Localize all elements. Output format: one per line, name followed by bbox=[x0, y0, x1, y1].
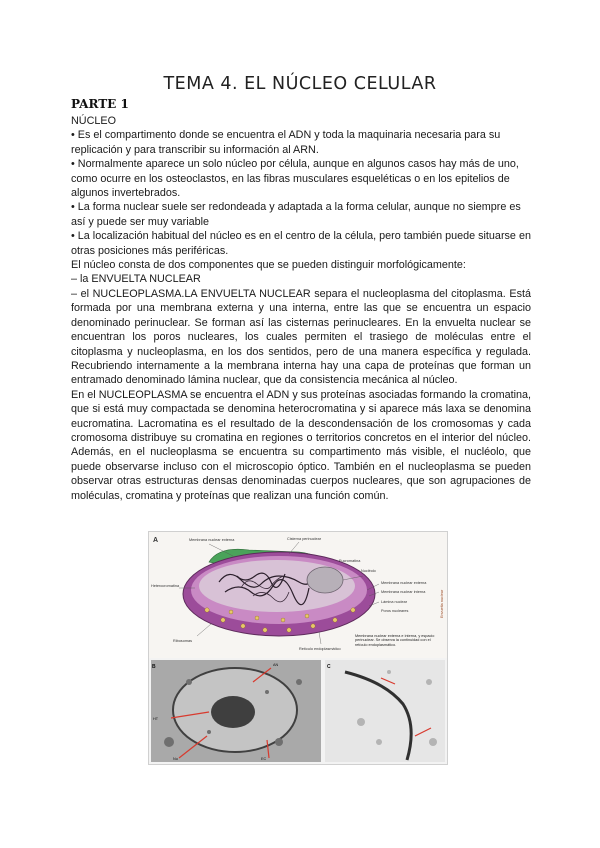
panel-a-letter: A bbox=[153, 537, 159, 544]
label-euchromatin: Eucromatina bbox=[339, 559, 361, 563]
label-pores: Poros nucleares bbox=[381, 609, 409, 613]
list-item-envuelta: – la ENVUELTA NUCLEAR bbox=[71, 273, 201, 286]
paragraph-envuelta: – el NUCLEOPLASMA.LA ENVUELTA NUCLEAR separa el nucleoplasma del citoplasma. Está formada por una membrana externa y una interna, entre las que se encuentra un espacio denominado perinuclear. Se forman así las cisternas perinucleares. En la envuelta nuclear se encuentran los poros nucleares, los cuales permiten el trasiego de moléculas entre el citoplasma y nucleoplasma, en los dos sentidos, pero de una manera específica y regulada. Recubriendo internamente a la membrana interna hay una capa de proteínas que forman un entramado denominado lámina nuclear, que da consistencia mecánica al núcleo. bbox=[71, 287, 531, 387]
document-body bbox=[71, 114, 531, 503]
nucleus-illustration bbox=[149, 532, 447, 764]
panel-b-letter: B bbox=[152, 664, 156, 670]
label-side: Envuelta nuclear bbox=[440, 589, 444, 618]
label-top-left: Membrana nuclear externa bbox=[189, 538, 235, 542]
nucleus-figure bbox=[148, 531, 448, 765]
label-inner-membrane: Membrana nuclear interna bbox=[381, 590, 426, 594]
intro-paragraph: El núcleo consta de dos componentes que se pueden distinguir morfológicamente: bbox=[71, 259, 466, 272]
label-top-mid: Cisterna perinuclear bbox=[287, 537, 321, 541]
label-heterochromatin: Heterocromatina bbox=[151, 584, 180, 588]
micro-label-an: AN bbox=[273, 663, 279, 667]
figure-caption: Membrana nuclear externa e interna, y espacio perinuclear. Se observa la continuidad con el retículo endoplasmático. bbox=[355, 634, 435, 647]
paragraph-nucleoplasma: En el NUCLEOPLASMA se encuentra el ADN y sus proteínas asociadas formando la cromatina, que si está muy compactada se denomina heterocromatina y si aparece más laxa se denomina eucromatina. Lacromatina es el resultado de la descondensación de los cromosomas y cada cromosoma distribuye su cromatina en regiones o territorios concretos en el interior del núcleo. Además, en el nucleoplasma se encuentra su compartimento más visible, el nucléolo, que puede observarse incluso con el microscopio óptico. También en el nucleoplasma se pueden observar otras estructuras densas denominadas cuerpos nucleares, que son agrupaciones de moléculas, cromatina y proteínas que realizan una función común. bbox=[71, 388, 531, 502]
bullet-1: • Es el compartimento donde se encuentra el ADN y toda la maquinaria necesaria para su replicación y para transcribir su información al ARN. bbox=[71, 129, 501, 156]
label-lamina: Lámina nuclear bbox=[381, 600, 407, 604]
section-heading: PARTE 1 bbox=[71, 97, 129, 111]
label-ribosomes: Ribosomas bbox=[173, 639, 192, 643]
subheading: NÚCLEO bbox=[71, 115, 116, 127]
nucleolus bbox=[307, 567, 343, 593]
bullet-2: • Normalmente aparece un solo núcleo por célula, aunque en algunos casos hay más de uno, como ocurre en los osteoclastos, en las fibras musculares esqueléticas o en los epitelios de algunos invertebrados. bbox=[71, 158, 519, 200]
micro-label-ht: HT bbox=[153, 717, 159, 721]
label-bottom-mid: Retículo endoplasmático bbox=[299, 647, 341, 651]
page-title: TEMA 4. EL NÚCLEO CELULAR bbox=[163, 74, 437, 94]
micrograph-nucleolus bbox=[211, 696, 255, 728]
bullet-3: • La forma nuclear suele ser redondeada y adaptada a la forma celular, aunque no siempre es así y puede ser muy variable bbox=[71, 201, 521, 228]
caption-box bbox=[355, 634, 443, 660]
bullet-4: • La localización habitual del núcleo es en el centro de la célula, pero también puede situarse en otras posiciones más periféricas. bbox=[71, 230, 531, 257]
label-nucleolus: Nucléolo bbox=[361, 569, 376, 573]
label-outer-membrane: Membrana nuclear externa bbox=[381, 581, 427, 585]
micro-label-ec: EC bbox=[261, 757, 267, 761]
panel-c-background bbox=[325, 660, 445, 762]
micro-label-nu: Nu bbox=[173, 757, 178, 761]
panel-c-letter: C bbox=[327, 664, 331, 670]
